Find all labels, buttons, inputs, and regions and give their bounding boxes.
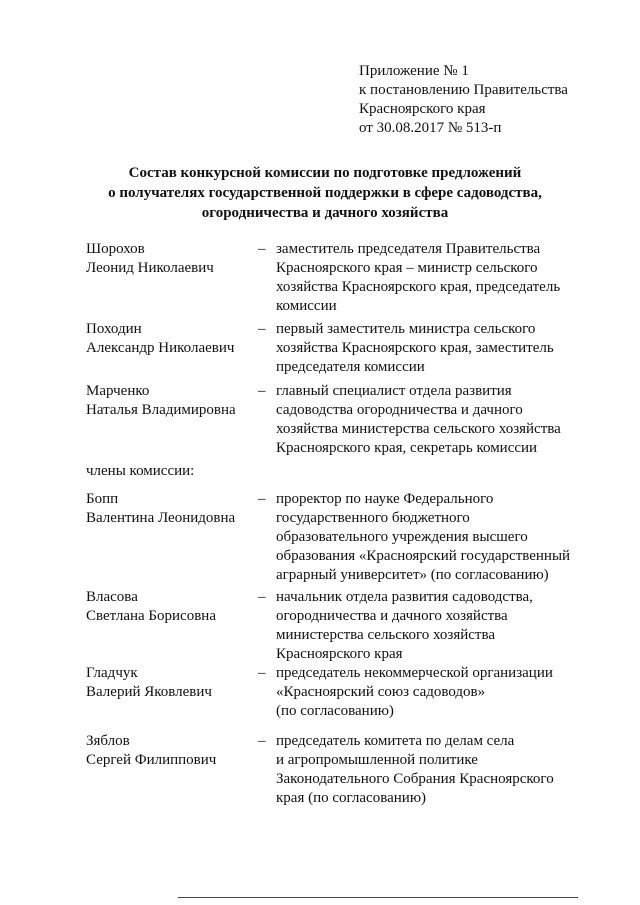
member-given-name: Наталья Владимировна: [86, 402, 236, 418]
role-line: государственного бюджетного: [276, 510, 470, 526]
member-surname: Шорохов: [86, 241, 145, 257]
member-role: [276, 588, 576, 664]
role-line: первый заместитель министра сельского: [276, 321, 536, 337]
document-title: [90, 163, 560, 223]
role-line: председателя комиссии: [276, 359, 425, 375]
dash-separator: –: [258, 241, 266, 257]
role-line: края (по согласованию): [276, 790, 427, 806]
member-given-name: Светлана Борисовна: [86, 608, 216, 624]
member-role: [276, 490, 576, 585]
role-line: председатель комитета по делам села: [276, 733, 515, 749]
member-surname: Бопп: [86, 491, 119, 507]
role-line: Красноярского края: [276, 646, 403, 662]
role-line: «Красноярский союз садоводов»: [276, 684, 486, 700]
dash-separator: –: [258, 733, 266, 749]
dash-separator: –: [258, 491, 266, 507]
appendix-line: к постановлению Правительства: [359, 82, 568, 98]
member-name: [86, 320, 234, 358]
role-line: начальник отдела развития садоводства,: [276, 589, 533, 605]
role-line: огородничества и дачного хозяйства: [276, 608, 508, 624]
members-label: члены комиссии:: [86, 463, 195, 479]
scan-edge-line: [178, 897, 578, 898]
member-role: [276, 664, 576, 721]
member-surname: Марченко: [86, 383, 150, 399]
member-role: [276, 320, 576, 377]
dash-separator: –: [258, 665, 266, 681]
role-line: садоводства огородничества и дачного: [276, 402, 523, 418]
member-surname: Походин: [86, 321, 142, 337]
member-surname: Зяблов: [86, 733, 130, 749]
title-line: огородничества и дачного хозяйства: [201, 205, 449, 221]
member-name: [86, 240, 214, 278]
member-role: [276, 240, 576, 316]
member-name: [86, 664, 212, 702]
appendix-line: Красноярского края: [359, 101, 486, 117]
role-line: проректор по науке Федерального: [276, 491, 494, 507]
member-given-name: Александр Николаевич: [86, 340, 235, 356]
dash-separator: –: [258, 321, 266, 337]
member-given-name: Валерий Яковлевич: [86, 684, 212, 700]
member-given-name: Сергей Филиппович: [86, 752, 217, 768]
member-name: [86, 588, 216, 626]
appendix-line: Приложение № 1: [359, 63, 469, 79]
role-line: образовательного учреждения высшего: [276, 529, 528, 545]
member-name: [86, 382, 236, 420]
title-line: Состав конкурсной комиссии по подготовке предложений: [128, 165, 522, 181]
role-line: (по согласованию): [276, 703, 394, 719]
member-role: [276, 732, 576, 808]
member-name: [86, 490, 235, 528]
appendix-line: от 30.08.2017 № 513-п: [359, 120, 502, 136]
member-surname: Власова: [86, 589, 138, 605]
dash-separator: –: [258, 383, 266, 399]
member-given-name: Леонид Николаевич: [86, 260, 214, 276]
member-surname: Гладчук: [86, 665, 138, 681]
role-line: хозяйства министерства сельского хозяйства: [276, 421, 561, 437]
member-role: [276, 382, 576, 458]
role-line: аграрный университет» (по согласованию): [276, 567, 549, 583]
role-line: Законодательного Собрания Красноярского: [276, 771, 554, 787]
member-name: [86, 732, 216, 770]
role-line: заместитель председателя Правительства: [276, 241, 541, 257]
role-line: главный специалист отдела развития: [276, 383, 512, 399]
role-line: и агропромышленной политике: [276, 752, 478, 768]
role-line: председатель некоммерческой организации: [276, 665, 553, 681]
role-line: Красноярского края, секретарь комиссии: [276, 440, 538, 456]
dash-separator: –: [258, 589, 266, 605]
role-line: хозяйства Красноярского края, председатель: [276, 279, 561, 295]
role-line: хозяйства Красноярского края, заместитель: [276, 340, 554, 356]
member-given-name: Валентина Леонидовна: [86, 510, 236, 526]
role-line: комиссии: [276, 298, 337, 314]
appendix-header: [359, 62, 568, 138]
role-line: Красноярского края – министр сельского: [276, 260, 538, 276]
title-line: о получателях государственной поддержки в сфере садоводства,: [108, 185, 542, 201]
role-line: министерства сельского хозяйства: [276, 627, 496, 643]
role-line: образования «Красноярский государственный: [276, 548, 571, 564]
